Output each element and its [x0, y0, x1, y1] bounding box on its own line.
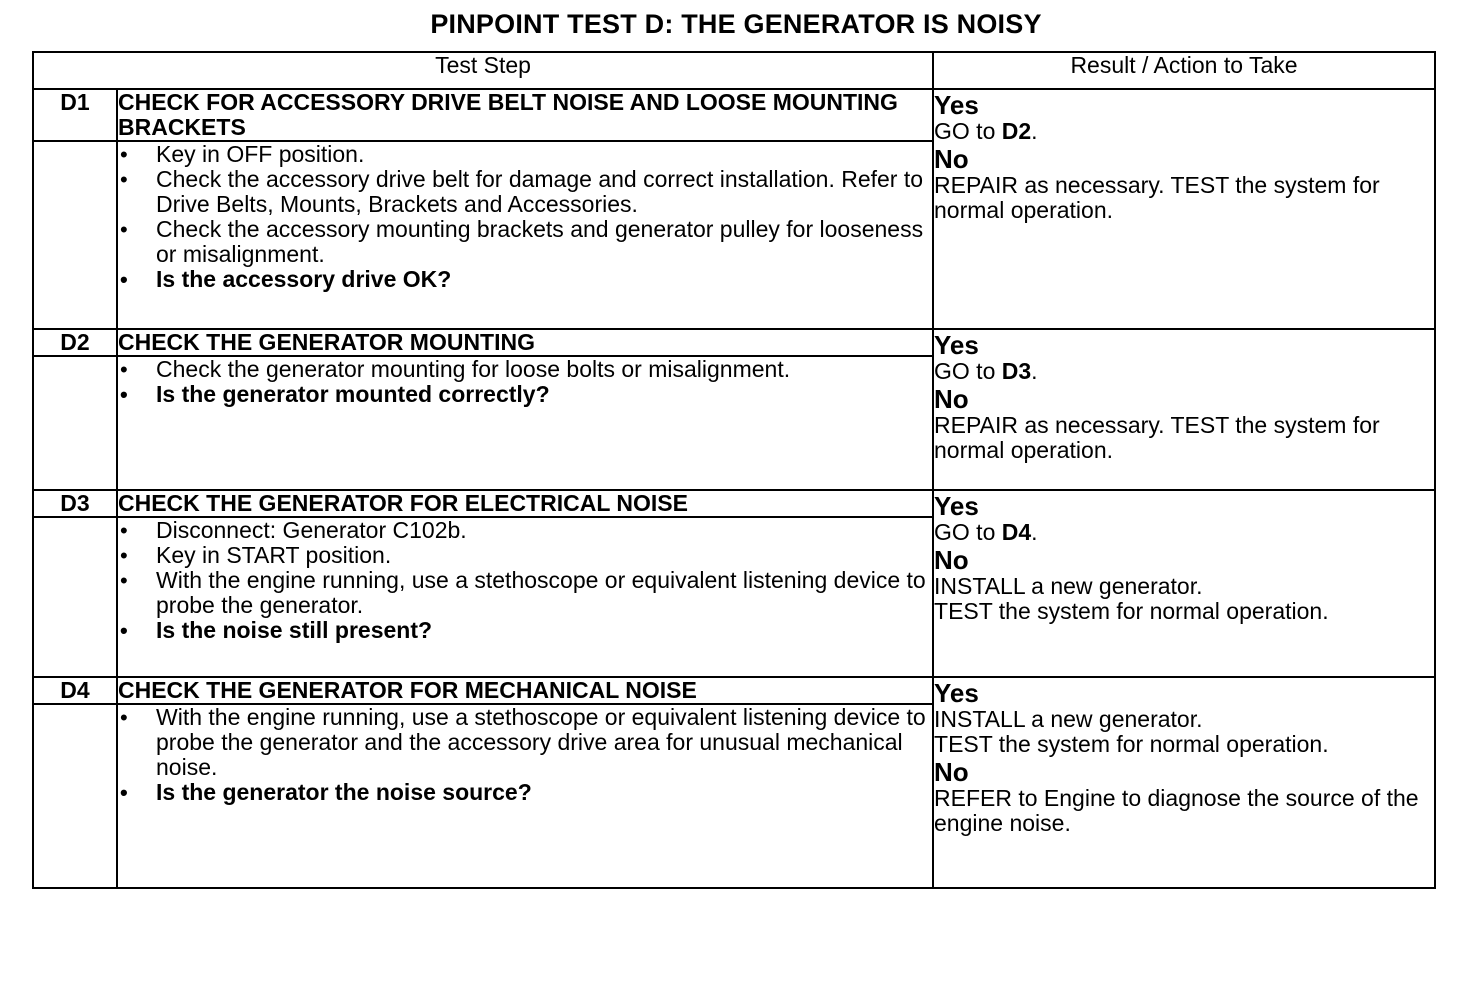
list-item: • With the engine running, use a stethoscope or equivalent listening device to probe the generator and the accessory drive area for unusual mechanical noise.	[118, 705, 932, 780]
list-item: • With the engine running, use a stethoscope or equivalent listening device to probe the generator.	[118, 568, 932, 618]
list-item: • Disconnect: Generator C102b.	[118, 518, 932, 543]
step-d4-yes-text-1: INSTALL a new generator.	[934, 706, 1203, 732]
step-d1-heading: CHECK FOR ACCESSORY DRIVE BELT NOISE AND LOOSE MOUNTING BRACKETS	[117, 89, 933, 141]
list-item: • Key in START position.	[118, 543, 932, 568]
step-d4-heading-row	[33, 677, 1435, 704]
header-test-step: Test Step	[33, 52, 933, 89]
list-item: • Check the generator mounting for loose bolts or misalignment.	[118, 357, 932, 382]
step-d2-id: D2	[33, 329, 117, 356]
step-d3-no-label: No	[934, 545, 969, 575]
list-item: • Check the accessory drive belt for damage and correct installation. Refer to Drive Belts, Mounts, Brackets and Accessories.	[118, 167, 932, 217]
step-d3-no-text-1: INSTALL a new generator.	[934, 573, 1203, 599]
step-d2-question: • Is the generator mounted correctly?	[118, 382, 932, 407]
step-d3-yes-label: Yes	[934, 491, 979, 521]
list-item: • Check the accessory mounting brackets and generator pulley for looseness or misalignment.	[118, 217, 932, 267]
step-d1-no-text: REPAIR as necessary. TEST the system for normal operation.	[934, 172, 1380, 223]
step-d1-yes-label: Yes	[934, 90, 979, 120]
page-title: PINPOINT TEST D: THE GENERATOR IS NOISY	[430, 9, 1042, 39]
step-d3-id: D3	[33, 490, 117, 517]
step-d4-heading: CHECK THE GENERATOR FOR MECHANICAL NOISE	[117, 677, 933, 704]
step-d2-body	[117, 356, 933, 490]
step-d2-no-text: REPAIR as necessary. TEST the system for normal operation.	[934, 412, 1380, 463]
step-d3-body	[117, 517, 933, 677]
step-d3-question: • Is the noise still present?	[118, 618, 932, 643]
step-d1-no-label: No	[934, 144, 969, 174]
table-header-row	[33, 52, 1435, 89]
step-d4-id: D4	[33, 677, 117, 704]
step-d4-yes-label: Yes	[934, 678, 979, 708]
step-d2-yes-text: GO to D3.	[934, 358, 1038, 384]
pinpoint-test-table	[32, 51, 1436, 889]
step-d3-yes-text: GO to D4.	[934, 519, 1038, 545]
step-d3-result	[933, 490, 1435, 677]
step-d3-heading-row	[33, 490, 1435, 517]
step-d1-id: D1	[33, 89, 117, 141]
step-d2-yes-label: Yes	[934, 330, 979, 360]
step-d1-question: • Is the accessory drive OK?	[118, 267, 932, 292]
step-d1-heading-row	[33, 89, 1435, 141]
step-d4-question: • Is the generator the noise source?	[118, 780, 932, 805]
step-d4-body	[117, 704, 933, 888]
step-d4-result	[933, 677, 1435, 888]
step-d1-yes-text: GO to D2.	[934, 118, 1038, 144]
step-d2-heading-row	[33, 329, 1435, 356]
step-d2-result	[933, 329, 1435, 490]
step-d4-yes-text-2: TEST the system for normal operation.	[934, 731, 1329, 757]
step-d4-no-label: No	[934, 757, 969, 787]
header-result-action: Result / Action to Take	[933, 52, 1435, 89]
step-d1-body	[117, 141, 933, 329]
step-d2-heading: CHECK THE GENERATOR MOUNTING	[117, 329, 933, 356]
step-d3-no-text-2: TEST the system for normal operation.	[934, 598, 1329, 624]
step-d2-no-label: No	[934, 384, 969, 414]
step-d4-no-text: REFER to Engine to diagnose the source of the engine noise.	[934, 785, 1419, 836]
step-d3-heading: CHECK THE GENERATOR FOR ELECTRICAL NOISE	[117, 490, 933, 517]
list-item: • Key in OFF position.	[118, 142, 932, 167]
step-d1-result	[933, 89, 1435, 329]
